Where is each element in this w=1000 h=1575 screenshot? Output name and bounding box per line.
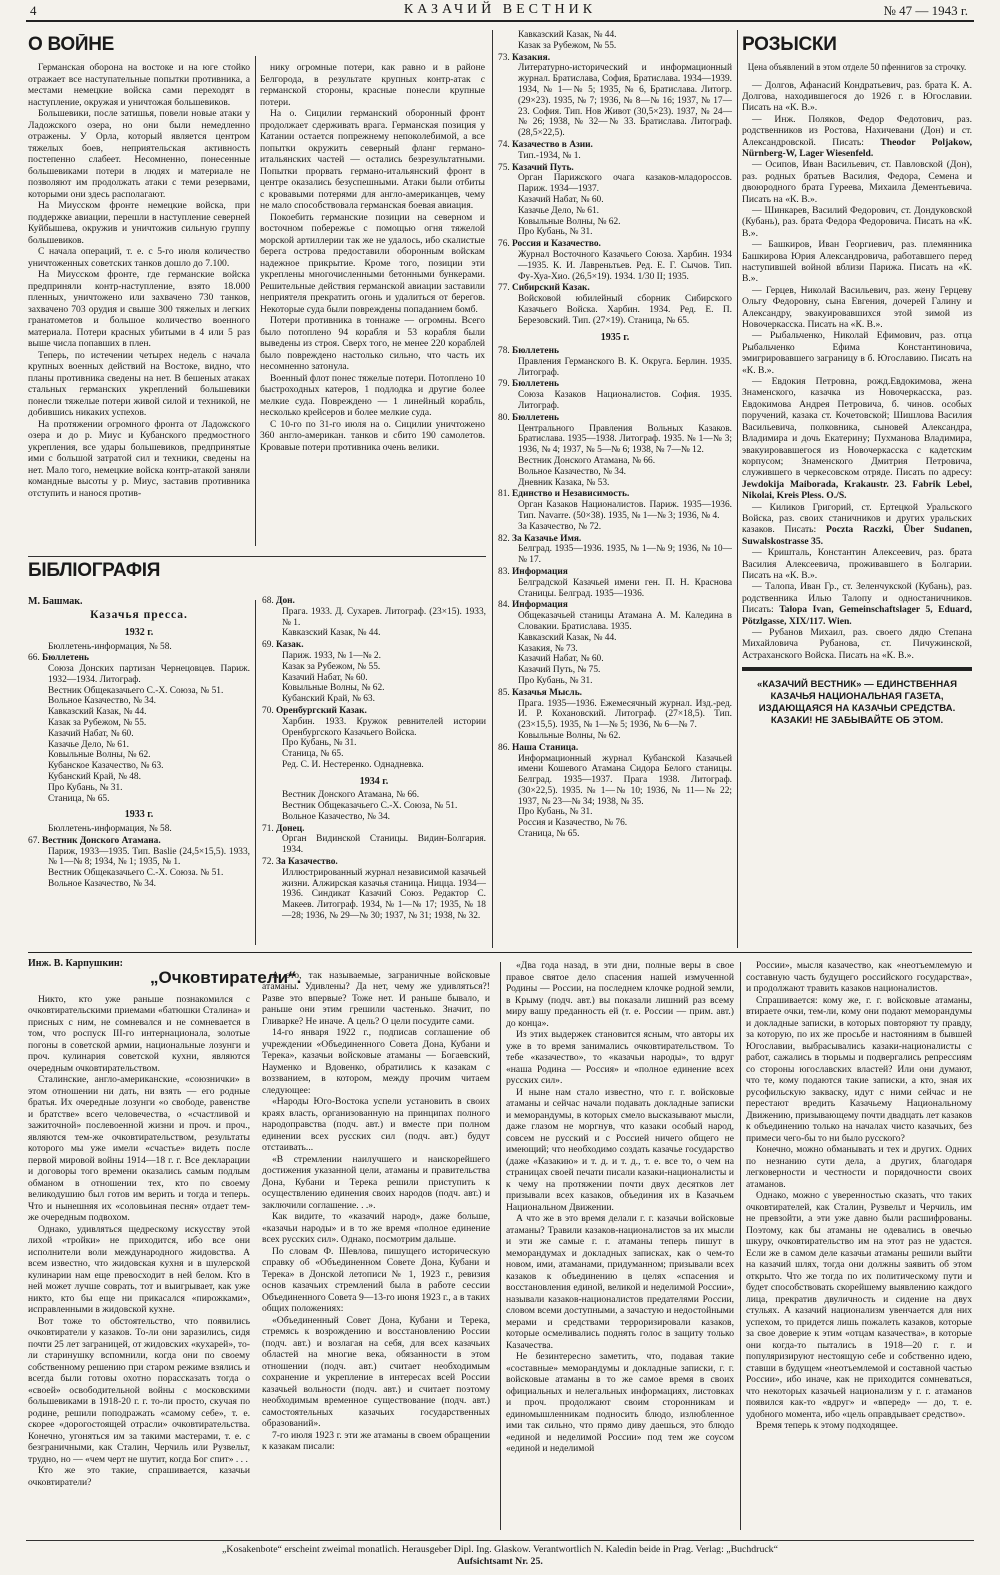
- bibliography-entry: [262, 857, 486, 922]
- paragraph: Однако, можно с уверенностью сказать, что таких очковтирателей, как Сталин, Рузвельт и Черчиль, им не превзойти, а эти уже давно были расшифрованы. Поэтому, как бы атаманы не одевались в овечью шкуру, очковтирательство им на этот раз не удастся. Если же в самом деле казачьи атаманы решили выйти на казачий шлях, тогда они должны заявить об этом открыто. Что же тогда по их политическому пути и будет способствовать скорейшему выявлению каждого лица, прекратив двуличность и сидение на двух стульях. А казачий национализм увенчается для них успехом, то придется лишь пожалеть казаков, которые за свое доверие к этим «отцам казачества», в которые они когда-то пытались в 1918—20 г. г. и популяризируют нестоящую себе и собственно идею, ставши в будущем «неотъемлемой и составной частью России», ибо иначе, как не приходится сомневаться, что некоторых казачьей национализм у г. г. атаманов появился как-то «вдруг» и «вперед» — до, т. е. удобного момента, ибо «цель оправдывает средство».: [746, 1190, 972, 1420]
- wanted-notice-item: — Башкиров, Иван Георгиевич, раз. племянника Башкирова Юрия Александровича, работавшего перед наступившей войной вблизи Парижа. Писать на «К. В.».: [742, 239, 972, 285]
- postal-address: Jewdokija Maiborada, Krakaustr. 23. Fabrik Lebel, Nikolai, Kreis Pless. O./S.: [742, 478, 972, 502]
- article-column-3: [506, 960, 734, 1533]
- entry-line: Казачий Набат, № 60.: [518, 194, 604, 205]
- entry-number: 82.: [498, 533, 510, 544]
- entry-heading: Бюллетень: [512, 346, 559, 357]
- bibliography-entry: [498, 600, 732, 686]
- entry-body: [512, 743, 732, 840]
- entry-line: За Казачество, № 72.: [518, 521, 602, 532]
- section-divider: [28, 952, 972, 953]
- entry-number: [28, 824, 42, 835]
- entry-line: Вестник Донского Атамана, № 66.: [518, 455, 656, 466]
- entry-number: 76.: [498, 239, 510, 250]
- entry-heading: За Казачье Имя.: [512, 533, 582, 544]
- bibliography-entry: [262, 596, 486, 639]
- bibliography-entry: [262, 640, 486, 705]
- wanted-section-title: РОЗЫСКИ: [742, 34, 837, 55]
- entry-body: [512, 379, 732, 411]
- paragraph: На Миусском фронте, где германские войска предприняли контр-наступление, взято 18.000 пленных, уничтожено или захвачено 730 танков, захвачено 703 орудия и свыше 300 тяжелых и легких гранатометов и большое количество военного материала. Потери красных убитыми в 4 или 5 раз выше числа попавших в плен.: [28, 269, 250, 349]
- entry-number: 85.: [498, 687, 510, 698]
- entry-body: [42, 836, 250, 890]
- entry-heading: Сибирский Казак.: [512, 283, 590, 294]
- entry-body: [512, 489, 732, 532]
- biblio-subtitle: Казачья пресса.: [90, 608, 188, 621]
- article-title: „Очковтиратели“.: [150, 968, 302, 987]
- entry-number: [28, 642, 42, 653]
- war-column-2: [260, 62, 485, 542]
- bibliography-entry: [498, 743, 732, 840]
- entry-body: [512, 30, 732, 52]
- paragraph: Германская оборона на востоке и на юге стойко отражает все наступательные попытки противника, а местами немецкие войска сами переходят в наступление, окружая и уничтожая большевиков.: [28, 62, 250, 108]
- entry-heading: За Казачество.: [276, 857, 338, 868]
- paragraph: Однако, удивляться щедрескому искусству этой лихой «тройки» не приходится, ибо все они исполнители воли международного жидовства. А всем известно, что жидовская кухня и в шулерской кулинарии нам еще превосходит в ней белом. Кто в ней может лучше соврать, тот и выигрывает, как уже никто, кто бы еще ни прикасался «пирожками», исправленными в жидовской кухне.: [28, 1223, 250, 1315]
- entry-number: 71.: [262, 823, 274, 834]
- entry-line: Орган Парижского очага казаков-младороссов. Париж. 1934—1937.: [518, 173, 732, 195]
- entry-line: Кавказский Казак, № 44.: [518, 30, 617, 40]
- entry-line: Станица, № 65.: [518, 829, 580, 840]
- wanted-column: [742, 34, 972, 950]
- paragraph: Из этих выдержек становится ясным, что авторы их уже в то время занимались очковтирательством. То тебе «казачество», то «казачьи народы», то вдруг «наша Родина — Россия» и «полное единение всех русских сил».: [506, 1029, 734, 1086]
- paragraph: Большевики, после затишья, повели новые атаки у Ладожского озера, но они были немедленно отражены. У Орла, который является центром тяжелых боев, неприятельская активность постепенно слабеет. Несомненно, понесенные большевиками потери в людях и материале не позволяют им продолжать атаки с теми резервами, которыми они здесь располагают.: [28, 108, 250, 200]
- entry-number: 72.: [262, 857, 274, 868]
- newspaper-title: КАЗАЧИЙ ВЕСТНИК: [403, 2, 597, 17]
- entry-line: Ковыльные Волны, № 62.: [282, 683, 385, 694]
- paragraph: По словам Ф. Шевлова, пишущего историческую справку об «Объединенном Совете Дона, Кубани и Терека» в Донской летописи № 1, 1923 г., ревизия основ казачьих стремлений была в работе сессии Объединенного Совета 9—13-го июня 1923 г., а в таких общих положениях:: [262, 1245, 490, 1314]
- entry-body: [42, 642, 250, 653]
- entry-body: [512, 600, 732, 686]
- paragraph: На о. Сицилии германский оборонный фронт продолжает сдерживать врага. Германская позиция у Катании остается попрежнему непоколебимой, а все попытки окружить северный фланг германо-итальянских частей — остались безрезультатными. Попытки прорвать германо-итальянский фронт в центре оказались безуспешными. Атаки были отбиты с кровавыми потерями для англо-американцев, чему не мало способствовала германская боевая авиация.: [260, 108, 485, 211]
- entry-body: [512, 413, 732, 489]
- wanted-notice-item: — Кришталь, Константин Алексеевич, раз. брата Василия Алексеевича, проживавшего в Болгарии. Писать на «К. В.».: [742, 547, 972, 581]
- bibliography-year: 1932 г.: [124, 627, 154, 638]
- paragraph: Спрашивается: кому же, г. г. войсковые атаманы, втираете очки, тем-ли, кому они подают меморандумы и докладные записки, в которых повторяют ту правду, за которую, по их же просьбе и настояниям в бывшей Югославии, выбрасывались казаки-националисты с работ, сажались в тюрьмы и подвергались репрессиям со стороны югославских властей? Или они думают, что те, кому подаются такие записки, а кто, зная их русофильскую закваску, идут с ними сейчас и не перестают вредить Казачьему Национальному Движению, призывающему почти двадцать лет казаков к объединению только на началах чисто казачьих, без примеси чего-бы то ни было русского?: [746, 994, 972, 1144]
- entry-line: Вестник Общеказачьего С.-Х. Союза. № 51.: [48, 868, 224, 879]
- biblio-author: М. Башмак.: [28, 596, 83, 607]
- entry-line: Казачий Набат, № 60.: [48, 728, 134, 739]
- entry-heading: Бюллетень: [42, 653, 89, 664]
- entry-number: 79.: [498, 379, 510, 390]
- entry-body: [512, 239, 732, 282]
- entry-number: [498, 30, 512, 52]
- entry-heading: Россия и Казачество.: [512, 239, 601, 250]
- bibliography-entry: [498, 567, 732, 599]
- entry-line: Казачий Путь, № 75.: [518, 665, 601, 676]
- page-number: 4: [30, 3, 37, 18]
- issue-number: № 47 — 1943 г.: [883, 3, 968, 18]
- paragraph: Как видите, то «казачий народ», даже больше, «казачьи народы» и в то же время «полное единение всех русских сил». Однако, посмотрим дальше.: [262, 1211, 490, 1245]
- bibliography-year: 1935 г.: [600, 331, 630, 343]
- entry-line: Казакия, № 73.: [518, 643, 578, 654]
- entry-heading: Вестник Донского Атамана.: [42, 835, 161, 846]
- entry-body: [276, 790, 486, 822]
- column-divider: [255, 600, 256, 945]
- biblio-column-1: [28, 596, 250, 951]
- paragraph: А это, так называемые, заграничные войсковые атаманы. Удивлены? Да нет, чему же удивляться?! Разве это впервые? Тоже нет. И раньше бывало, и раньше они этим грешили частенько. Значит, по Гливарке? Не иначе. А цель? О цели посудите сами.: [262, 969, 490, 1027]
- entry-number: 80.: [498, 412, 510, 423]
- article-column-2: [262, 958, 490, 1533]
- section-divider: [28, 556, 486, 557]
- bibliography-entry: [28, 824, 250, 835]
- wanted-notice-item: — Евдокия Петровна, рожд.Евдокимова, жена Знаменского, казачка из Новочеркасска, раз. Евдокимова Андрея Петровича, б. чинов. особых поручений, казака ст. Кочетовской; Шишлова Василия Васильевича, полковника, сыновей Александра, Владимира и дочь Екатерину; Пухманова Владимира, эвакуировавшегося из Новочеркасска с кадетским корпусом; Знаменского Дмитрия Петровича, служившего в черкесовском отряде. Писать по адресу: Jewdokija Maiborada, Krakaustr. 23. Fabrik Lebel, Nikolai, Kreis Pless. O./S.: [742, 376, 972, 502]
- entry-line: Ред. С. И. Нестеренко. Однадневка.: [282, 759, 424, 770]
- entry-heading: Дон.: [276, 596, 295, 606]
- entry-line: Про Кубань, № 31.: [282, 738, 357, 749]
- entry-line: Ковыльные Волны, № 62.: [518, 216, 621, 227]
- entry-line: Станица, № 65.: [48, 793, 110, 804]
- entry-line: Кубанский Край, № 48.: [48, 772, 141, 783]
- paragraph: Сталинские, англо-американские, «союзнички» в этом отношении ни дать, ни взять — его родные братья. Их очередные лозунги «о свободе, равенстве и братстве» всего человечества, о «счастливой и зажиточной» послевоенной жизни и проч. и проч., являются тем-же очковтирательством, результаты которого мы уже имели «счастье» видеть после первой мировой войны 1914—18 г. г. Все декларации и договоры того времени оказались самым подлым обманом в отношении тех, кто по своему великодушию был готов им верить и тогда и теперь. Что и нынешняя их «соловьиная песня» отдает тем-же очередным подвохом.: [28, 1074, 250, 1223]
- entry-heading: Информация: [512, 566, 568, 577]
- entry-line: Информационный журнал Кубанской Казачьей имени Кошевого Атамана Сидора Белого станицы. Белград. 1935—1937. Прага 1938. Литограф. (30×22,5). 1935. № 1—№ 10; 1936, № 11—№ 22; 1937, № 23—№ 34; 1938, № 35.: [518, 753, 732, 807]
- entry-line: Казак за Рубежом, № 55.: [282, 661, 381, 672]
- paragraph: Никто, кто уже раньше познакомился с очковтирательскими приемами «батюшки Сталина» и присных с ним, не сомневался и не сомневается в том, что роспуск III-го интернационала, золотые погоны в советской армии, национальные лозунги и проч. кулинария советской кухни, являются очередным очковтирательством.: [28, 993, 250, 1074]
- paragraph: «Два года назад, в эти дни, полные веры в свое правое святое дело спасения нашей измученной Родины — России, на последнем клочке родной земли, в Крыму (подч. авт.) вы показали лишний раз всему миру вашу преданность ей (т. е. России — прим. авт.) до конца».: [506, 960, 734, 1029]
- paragraph: На Миусском фронте немецкие войска, при поддержке авиации, перешли в наступление северней Куйбышева, окружив и уничтожив сильную группу большевиков.: [28, 200, 250, 246]
- entry-heading: Бюллетень: [512, 412, 559, 423]
- paragraph: России», мысля казачество, как «неотъемлемую и составную часть будущего российского государства», и продолжают травить казаков националистов.: [746, 960, 972, 994]
- entry-body: [512, 283, 732, 326]
- imprint-line-2: Aufsichtsamt Nr. 25.: [457, 1556, 543, 1567]
- entry-body: [512, 567, 732, 599]
- paragraph: 14-го января 1922 г., подписав соглашение об учреждении «Объединенного Совета Дона, Кубани и Терека», казачьи войсковые атаманы — Богаевский, Науменко и Вдовенко, обратились к казакам с воззванием, в котором, между прочим читаем следующее:: [262, 1027, 490, 1096]
- entry-line: Казачье Дело, № 61.: [48, 739, 130, 750]
- paragraph: Конечно, можно обманывать и тех и других. Одних по незнанию сути дела, а других, благодаря легковерности и честности и порядочности своих атаманов.: [746, 1144, 972, 1190]
- bibliography-entry: [498, 534, 732, 566]
- bibliography-entry: [498, 239, 732, 282]
- entry-line: Кубанское Казачество, № 63.: [48, 761, 164, 772]
- bibliography-entry: [498, 163, 732, 239]
- masthead: [26, 2, 974, 22]
- paragraph: 7-го июля 1923 г. эти же атаманы в своем обращении к казакам писали:: [262, 1429, 490, 1452]
- entry-number: 84.: [498, 600, 510, 611]
- bibliography-entry: [498, 379, 732, 411]
- entry-line: Кавказский Казак, № 44.: [282, 628, 381, 639]
- entry-line: Вольное Казачество, № 34.: [282, 811, 390, 822]
- entry-line: Вольное Казачество, № 34.: [48, 696, 156, 707]
- entry-body: [512, 346, 732, 378]
- entry-line: Правления Германского В. К. Округа. Берлин. 1935. Литограф.: [518, 356, 732, 378]
- entry-line: Иллюстрированный журнал независимой казачьей жизни. Алжирская казачья станица. Ницца. 1934—1936. Синдикат Казачий Союз. Редактор С. Макеев. Литограф. 1934, № 1—№ 17; 1935, № 18—28; 1936, № 29—№ 30; 1937, № 31; 1938, № 32.: [282, 867, 486, 922]
- entry-heading: Оренбургский Казак.: [276, 705, 367, 716]
- bibliography-entry: [28, 836, 250, 890]
- paragraph: Потери противника в тоннаже — огромны. Всего было потоплено 94 корабля и 53 корабля были выведены из строя. Сверх того, не менее 220 кораблей было повреждено настолько сильно, что часть их несомненно затонула.: [260, 315, 485, 372]
- entry-line: Кавказский Казак, № 44.: [518, 632, 617, 643]
- entry-line: Казак за Рубежом, № 55.: [518, 40, 617, 51]
- entry-line: Кавказский Казак, № 44.: [48, 707, 147, 718]
- entry-body: [512, 140, 732, 162]
- paragraph: И ныне нам стало известно, что г. г. войсковые атаманы и сейчас начали подавать докладные записки и меморандумы, в которых смело высказывают мысли, даже глазом не моргнув, что казаки особый народ, совсем не русский и с Россией ничего общего не имеющий; что необходимо создать казачье государство (даже «Казакию» и т. д. и т. д., т. е. все то, о чем на страницах своей печати писали казаки-националисты и к чему на протяжении почти двух десятков лет призывали всех казаков, объединия их в Казачьем Национальном Движении.: [506, 1086, 734, 1213]
- entry-line: Вестник Общеказачьего С.-Х. Союза, № 51.: [282, 801, 458, 812]
- entry-number: 77.: [498, 283, 510, 294]
- entry-number: 69.: [262, 640, 274, 651]
- entry-line: Про Кубань, № 31.: [518, 227, 593, 238]
- wanted-notice-item: — Рубанов Михаил, раз. своего дядю Степана Михайловича Рубанова, ст. Пичужинской, Астраханского Войска. Писать на «К. В.».: [742, 627, 972, 661]
- entry-line: Белградской Казачьей имени ген. П. Н. Краснова Станицы. Белград. 1935—1936.: [518, 577, 732, 599]
- entry-line: Войсковой юбилейный сборник Сибирского Казачьего Войска. Харбин. 1934. Ред. Е. П. Березовский. Тип. (27×19). Станица, № 65.: [518, 294, 732, 326]
- paragraph: Не безинтересно заметить, что, подавая такие «составные» меморандумы и докладные записки, г. г. войсковые атаманы в то же самое время в своих официальных и нелегальных информациях, листовках и проч. продолжают своим сторонникам и единомышленникам подносить блюдо, излюбленное ими так сильно, что прямо диву даешься, это блюдо «единой и неделимой России» под тем же соусом «единой и неделимой: [506, 1351, 734, 1454]
- entry-line: Вольное Казачество, № 34.: [48, 878, 156, 889]
- entry-line: Бюллетень-информация, № 58.: [48, 641, 172, 652]
- war-column-1: [28, 34, 250, 564]
- entry-heading: Наша Станица.: [512, 742, 579, 753]
- entry-line: Харбин. 1933. Кружок ревнителей истории Оренбургского Казачьего Войска.: [282, 716, 486, 738]
- paragraph: «Народы Юго-Востока успели установить в своих краях власть, организованную на принципах полного народоправства (подч. авт.) и вместе при полном единении всех русских сил (подч. авт.) будут отстаивать...: [262, 1096, 490, 1153]
- entry-number: 68.: [262, 596, 274, 606]
- entry-line: Дневник Казака, № 53.: [518, 477, 610, 488]
- biblio-header: [28, 560, 486, 600]
- entry-body: [276, 824, 486, 856]
- entry-number: 83.: [498, 566, 510, 577]
- entry-line: Вестник Общеказачьего С.-Х. Союза, № 51.: [48, 685, 224, 696]
- bibliography-entry: [498, 489, 732, 532]
- entry-line: Кубанский Край, № 63.: [282, 694, 375, 705]
- entry-line: Белград. 1935—1936. 1935, № 1—№ 9; 1936, № 10—№ 17.: [518, 544, 732, 566]
- wanted-notice-item: — Талопа, Иван Гр., ст. Зеленчукской (Кубань), раз. родственника Илью Талопу и одностаничников. Писать: Talopa Ivan, Gemeinschaftslager 5, Eduard, Pötzlgasse, XIX/117. Wien.: [742, 581, 972, 627]
- biblio-column-3: [498, 30, 732, 950]
- entry-line: Литературно-исторический и информационный журнал. Братислава, София, Братислава. 1934—1939. 1934, № 1—№ 5; 1935, № 6, Братислава. Литогр. (29×23). 1935, № 7; 1936, № 8—№ 16; 1937, № 17—23. София. Тип. Нов Живот (30,5×23). 1937, № 24—№ 26; 1938, № 32—№ 33. Братислава. Литограф. (28,5×22,5).: [518, 63, 732, 139]
- entry-number: [262, 790, 276, 822]
- entry-line: Париж, 1933—1935. Тип. Baslie (24,5×15,5). 1933, № 1—№ 8; 1934, № 1; 1935, № 1.: [48, 846, 250, 868]
- entry-heading: Казачья Мысль.: [512, 687, 582, 698]
- wanted-notice-item: — Инж. Поляков, Федор Федотович, раз. родственников из Ростова, Нахичевани (Дон) и ст. Александровской. Писать: Theodor Poljakow, Nürnberg-W, Lager Wiesenfeld.: [742, 113, 972, 159]
- entry-line: Казачий Набат, № 60.: [282, 672, 368, 683]
- paragraph: Теперь, по истечении четырех недель с начала крупных военных действий на Востоке, видно, что планы противника сведены на нет. В бешеных атаках стальных германских укреплений большевики понесли тяжелые потери живой силой и техникой, не добившись никаких успехов.: [28, 349, 250, 418]
- entry-heading: Информация: [512, 600, 568, 611]
- entry-heading: Казачий Путь.: [512, 162, 574, 173]
- imprint-line-1: „Kosakenbote“ erscheint zweimal monatlich. Herausgeber Dipl. Ing. Glaskow. Verantwortlich N. Kaledin beide in Prag. Verlag: „Buchdruck“: [222, 1544, 778, 1555]
- entry-line: Бюллетень-информация, № 58.: [48, 823, 172, 834]
- column-divider: [740, 962, 741, 1530]
- war-section-title: О ВОЙНЕ: [28, 34, 115, 55]
- entry-number: 67.: [28, 835, 40, 846]
- entry-body: [276, 706, 486, 771]
- entry-line: Казачий Набат, № 60.: [518, 654, 604, 665]
- imprint-footer: [26, 1540, 974, 1568]
- entry-number: 66.: [28, 653, 40, 664]
- entry-body: [512, 163, 732, 239]
- paragraph: «В стремлении наилучшего и наискорейшего достижения указанной цели, атаманы и правительства Дона, Кубани и Терека решили приступить к осуществлению единения своих народов (подч. авт.) и заключили соглашение. . .».: [262, 1153, 490, 1211]
- entry-line: Орган Видинской Станицы. Видин-Болгария. 1934.: [282, 834, 486, 856]
- paragraph: С 10-го по 31-го июля на о. Сицилии уничтожено 360 англо-американ. танков и сбито 190 самолетов. Кровавые потери противника очень велики.: [260, 418, 485, 453]
- entry-line: Ковыльные Волны, № 62.: [48, 750, 151, 761]
- entry-line: Союза Казаков Националистов. София. 1935. Литограф.: [518, 390, 732, 411]
- postal-address: Theodor Poljakow, Nürnberg-W, Lager Wiesenfeld.: [742, 136, 972, 159]
- entry-line: Ковыльные Волны, № 62.: [518, 730, 621, 741]
- entry-line: Общеказачьей станицы Атамана А. М. Каледина в Словакии. Братислава. 1935.: [518, 611, 732, 632]
- bibliography-entry: [262, 790, 486, 822]
- entry-line: Журнал Восточного Казачьего Союза. Харбин. 1934—1935. К. И. Лавреньтьев. Ред. Е. Г. Сычов. Тип. Фу-Хуа-Хио. (26,5×19). 1934. 1/30 II; 1935.: [518, 249, 732, 282]
- bibliography-year: 1933 г.: [124, 809, 154, 821]
- wanted-notice-item: — Шинкарев, Василий Федорович, ст. Дондуковской (Кубань), раз. брата Федора Федоровича. Писать на «К. В.».: [742, 204, 972, 239]
- paragraph: На протяжении огромного фронта от Ладожского озера и до р. Миус и Кубанского предмостного укрепления, все удары большевиков, предпринятые ими с большой затратой сил и техники, сведены на нет. Мало того, немецкие войска контр-атакой заняли командные высоты у р. Миус, заставив противника отступить и нанося против-: [28, 418, 250, 499]
- entry-heading: Казакия.: [512, 52, 551, 63]
- article-author: Инж. В. Карпушкин:: [28, 958, 123, 969]
- entry-line: Союза Донских партизан Чернецовцев. Париж. 1932—1934. Литограф.: [48, 664, 250, 685]
- entry-line: Про Кубань, № 31.: [518, 675, 593, 686]
- bibliography-entry: [262, 824, 486, 856]
- entry-line: Орган Казаков Националистов. Париж. 1935—1936. Тип. Navarre. (50×38). 1935, № 1—№ 3; 1936, № 4.: [518, 500, 732, 521]
- biblio-column-2: [262, 596, 486, 951]
- entry-body: [512, 688, 732, 742]
- wanted-notice-item: — Герцев, Николай Васильевич, раз. жену Герцеву Ольгу Федоровну, сына Евгения, дочерей Галину и Александру, эвакуировавшихся этой зимой из Новочеркасска. Писать на «К. В.».: [742, 284, 972, 331]
- entry-line: Тип.-1934, № 1.: [518, 150, 581, 161]
- entry-number: 81.: [498, 489, 510, 500]
- entry-heading: Казак.: [276, 640, 304, 651]
- paragraph: «Объединенный Совет Дона, Кубани и Терека, стремясь к возрождению и восстановлению России (подч. авт.) и возлагая на себя, для всех казачьих областей на многие века, обязанности в этом отношении (подч. авт.) считает необходимым сохранение и укрепление в интересах всей России казачьей вольности (подч. авт.) и считает поэтому необходимым временное существование (подч. авт.) самостоятельных казачьих государственных образований».: [262, 1314, 490, 1429]
- bibliography-entry: [498, 30, 732, 52]
- bibliography-entry: [28, 642, 250, 653]
- bibliography-entry: [498, 283, 732, 326]
- bibliography-entry: [498, 140, 732, 162]
- wanted-notice: Цена объявлений в этом отделе 50 пфеннигов за строчку.: [747, 62, 967, 72]
- paragraph: А что же в это время делали г. г. казачьи войсковые атаманы? Травили казаков-националистов за их мысли и эти же самые г. г. атаманы теперь пишут в меморандумах и докладных записках, как о чем-то новом, ими, атаманами, придуманном; призывали всех казаков к объединению в целях «спасения и восстановления единой, великой и неделимой России», называли казаков-националистов предателями России, словом всеми доступными, а зачастую и недостойными мерами и средствами терроризировали казаков, которые осмеливались поднять голос в защиту только Казачества.: [506, 1213, 734, 1351]
- column-divider: [737, 30, 738, 948]
- entry-body: [512, 53, 732, 139]
- paragraph: Военный флот понес тяжелые потери. Потоплено 10 быстроходных катеров, 1 подлодка и другие более мелкие суда. Повреждено — 1 линейный корабль, несколько крейсеров и более мелкие суда.: [260, 372, 485, 418]
- paragraph: Время теперь к этому подходящее.: [756, 1420, 898, 1431]
- entry-line: Париж. 1933, № 1—№ 2.: [282, 650, 381, 661]
- entry-heading: Казачество в Азии.: [512, 139, 593, 150]
- entry-line: Казак за Рубежом, № 55.: [48, 718, 147, 729]
- wanted-notice-item: — Осипов, Иван Васильевич, ст. Павловской (Дон), раз. родных братьев Василия, Федора, Семена и двоюродного брата Гуреева, Михаила Дементьевича. Писать на «К. В.».: [742, 159, 972, 205]
- biblio-section-title: БIБЛIОГРАФIЯ: [28, 560, 161, 581]
- bibliography-entry: [498, 346, 732, 378]
- newspaper-ad: «КАЗАЧИЙ ВЕСТНИК» — ЕДИНСТВЕННАЯ КАЗАЧЬЯ НАЦИОНАЛЬНАЯ ГАЗЕТА, ИЗДАЮЩАЯСЯ НА КАЗАЧЬИ СРЕДСТВА. КАЗАКИ! НЕ ЗАБЫВАЙТЕ ОБ ЭТОМ.: [742, 667, 972, 727]
- bibliography-entry: [498, 413, 732, 489]
- entry-heading: Бюллетень: [512, 379, 559, 390]
- entry-body: [276, 857, 486, 922]
- entry-line: Прага. 1935—1936. Ежемесячный журнал. Изд.-ред. И. Р. Кохановский. Литограф. (27×18,5). Тип. (23×15,5). 1935, № 1—№ 5; 1936, № 6—№ 7.: [518, 698, 732, 731]
- entry-body: [512, 534, 732, 566]
- entry-line: Прага. 1933. Д. Сухарев. Литограф. (23×15). 1933, № 1.: [282, 606, 486, 628]
- entry-line: Станица, № 65.: [282, 749, 344, 760]
- bibliography-entry: [262, 706, 486, 771]
- postal-address: Talopa Ivan, Gemeinschaftslager 5, Eduard, Pötzlgasse, XIX/117. Wien.: [742, 604, 972, 627]
- entry-body: [42, 824, 250, 835]
- entry-heading: Единство и Независимость.: [512, 489, 630, 500]
- paragraph: нику огромные потери, как равно и в районе Белгорода, в результате крупных контр-атак с германской стороны, красные понесли крупные потери.: [260, 62, 485, 108]
- article-column-4: [746, 960, 972, 1533]
- entry-line: Центрального Правления Вольных Казаков. Братислава. 1935—1938. Литограф. 1935. № 1—№ 3; 1936, № 4; 1937, № 5—№ 6; 1938, № 7—№ 12.: [518, 423, 732, 456]
- entry-line: Вольное Казачество, № 34.: [518, 466, 626, 477]
- paragraph: Вот тоже то обстоятельство, что появились очковтиратели у казаков. То-ли они заразились, сидя почти 25 лет заграницей, от жидовских «кухарей», то-ли старинушку вспомнили, когда они по своему собственному решению при старом режиме взялись и всегда были готовы охотно порассказать тогда о «своей» освободительной войны с московскими большевиками в 1918-20 г. г. то-ли просто, скучая по родине, решили поподражать «самому себе», т. е. скорее «дорогостоящей отрасли» очковтирательства. Конечно, угоняться им за такими мастерами, т. е. с безграничными, как Сталин, Черчиль или Рузвельт, трудно, но — «чем черт не шутит, когда Бог спит» . . .: [28, 1315, 250, 1465]
- entry-body: [42, 653, 250, 804]
- postal-address: Poczta Raczki, Über Sudanen, Suwalskostrasse 35.: [742, 524, 972, 547]
- entry-line: Казачье Дело, № 61.: [518, 205, 600, 216]
- entry-body: [276, 596, 486, 639]
- column-divider: [255, 56, 256, 546]
- entry-number: 75.: [498, 162, 510, 173]
- paragraph: Покоебить германские позиции на северном и восточном побережье с помощью огня тяжелой морской артиллерии так же не удалось, ибо скалистые берега острова предоставили оборонным войскам надежное прикрытие. Кроме того, позиции эти укреплены многочисленными бетонными бункерами. Решительные действия германской авиации заставили неприятеля прекратить огонь и удалиться от берегов. Некоторые суда были повреждены попаданием бомб.: [260, 211, 485, 315]
- bibliography-year: 1934 г.: [359, 775, 389, 787]
- entry-line: Про Кубань, № 31.: [518, 807, 593, 818]
- entry-number: 78.: [498, 346, 510, 357]
- entry-heading: Донец.: [276, 823, 305, 834]
- wanted-notice-item: — Долгов, Афанасий Кондратьевич, раз. брата К. А. Долгова, находившегося до 1926 г. в Югославии. Писать на «К. В.».: [742, 79, 972, 114]
- article-column-1: [28, 958, 250, 1533]
- entry-line: Вестник Донского Атамана, № 66.: [282, 790, 420, 801]
- paragraph: Кто же это такие, спрашивается, казачьи очковтиратели?: [28, 1465, 250, 1488]
- entry-number: 70.: [262, 705, 274, 716]
- entry-number: 74.: [498, 139, 510, 150]
- column-divider: [500, 962, 501, 1530]
- wanted-notice-item: — Киликов Григорий, ст. Ертецкой Уральского Войска, раз. своих станичников и других уральских казаков. Писать: Poczta Raczki, Über Sudanen, Suwalskostrasse 35.: [742, 501, 972, 547]
- paragraph: С начала операций, т. е. с 5-го июля количество уничтоженных советских танков дошло до 7.100.: [28, 246, 250, 269]
- wanted-notice-item: — Рыбальченко, Николай Ефимович, раз. отца Рыбальченко Ефима Константиновича, эмигрировавшего заграницу в б. Югославию. Писать на «К. В.».: [742, 330, 972, 376]
- entry-line: Россия и Казачество, № 76.: [518, 818, 628, 829]
- column-divider: [492, 30, 493, 948]
- bibliography-entry: [28, 653, 250, 804]
- bibliography-entry: [498, 688, 732, 742]
- article-title-box: [150, 968, 350, 996]
- entry-number: 86.: [498, 742, 510, 753]
- entry-body: [276, 640, 486, 705]
- entry-line: Про Кубань, № 31.: [48, 782, 123, 793]
- bibliography-entry: [498, 53, 732, 139]
- entry-number: 73.: [498, 52, 510, 63]
